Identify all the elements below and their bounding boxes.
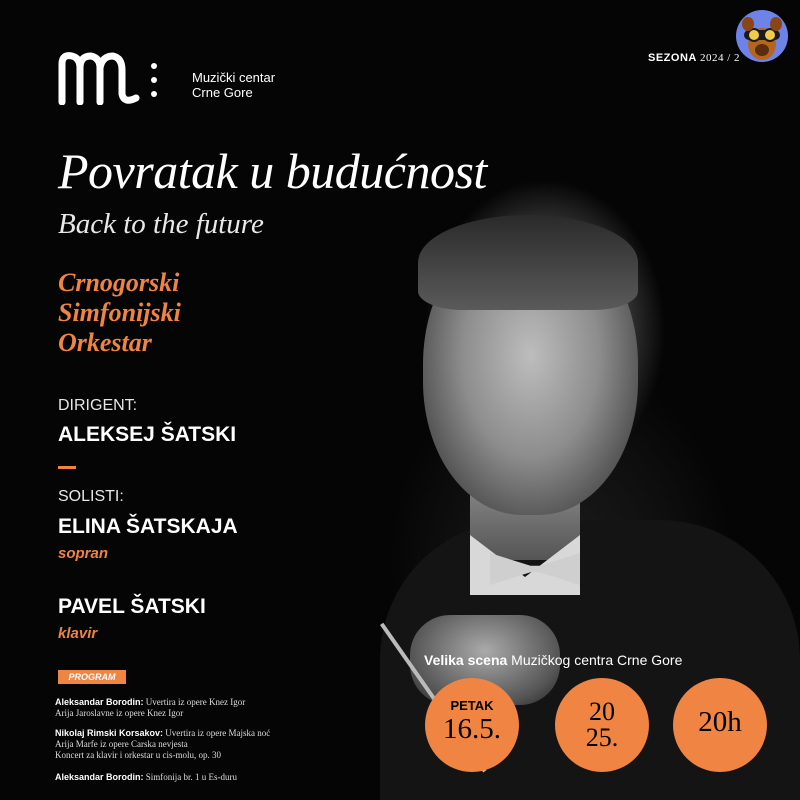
program-work: Uvertira iz opere Knez Igor <box>145 697 246 707</box>
program-composer: Nikolaj Rimski Korsakov: <box>55 728 164 738</box>
event-subtitle: Back to the future <box>58 208 264 240</box>
program-composer: Aleksandar Borodin: <box>55 772 144 782</box>
program-work: Arija Marfe iz opere Carska nevjesta <box>55 739 188 749</box>
season-word: SEZONA <box>648 52 697 64</box>
venue <box>424 652 682 668</box>
program-work: Simfonija br. 1 u Es-duru <box>145 772 238 782</box>
program-item <box>55 772 237 783</box>
venue-rest: Muzičkog centra Crne Gore <box>507 652 683 668</box>
avatar[interactable] <box>736 10 788 62</box>
orchestra-line-1: Crnogorski <box>58 268 180 297</box>
program-item <box>55 728 270 761</box>
orchestra-line-2: Simfonijski <box>58 298 181 327</box>
avatar-dog-icon <box>736 10 788 62</box>
brand-line-1: Muzički centar <box>192 70 276 85</box>
soloist-1-name: ELINA ŠATSKAJA <box>58 515 238 538</box>
season-label <box>648 52 740 64</box>
program-work: Koncert za klavir i orkestar u cis-molu, op. 30 <box>55 750 221 760</box>
soloists-label: SOLISTI: <box>58 488 124 505</box>
year-circle <box>555 678 649 772</box>
program-badge: PROGRAM <box>58 670 126 684</box>
program-composer: Aleksandar Borodin: <box>55 697 144 707</box>
time: 20h <box>698 706 742 738</box>
brand-line-2: Crne Gore <box>192 85 253 100</box>
orchestra-name <box>58 268 181 358</box>
year-top: 20 <box>589 697 615 726</box>
conductor-label: DIRIGENT: <box>58 397 138 414</box>
mcg-logo <box>58 50 173 105</box>
day-month: 16.5. <box>443 713 501 745</box>
program-work: Uvertira iz opere Majska noć <box>165 728 271 738</box>
event-title: Povratak u budućnost <box>58 143 487 199</box>
date-circle <box>425 678 519 772</box>
time-circle <box>673 678 767 772</box>
soloist-2-role: klavir <box>58 625 98 642</box>
venue-bold: Velika scena <box>424 652 508 668</box>
separator-dash <box>58 466 76 469</box>
soloist-2-name: PAVEL ŠATSKI <box>58 595 206 618</box>
conductor-name: ALEKSEJ ŠATSKI <box>58 423 237 446</box>
season-years: 2024 / 2 <box>700 52 741 64</box>
soloist-1-role: sopran <box>58 545 109 562</box>
brand-name <box>192 70 275 100</box>
weekday: PETAK <box>450 698 494 713</box>
year-bottom: 25. <box>585 723 619 752</box>
program-work: Arija Jaroslavne iz opere Knez Igor <box>55 708 184 718</box>
orchestra-line-3: Orkestar <box>58 328 152 357</box>
conductor-hair <box>418 215 638 310</box>
program-item <box>55 697 245 719</box>
